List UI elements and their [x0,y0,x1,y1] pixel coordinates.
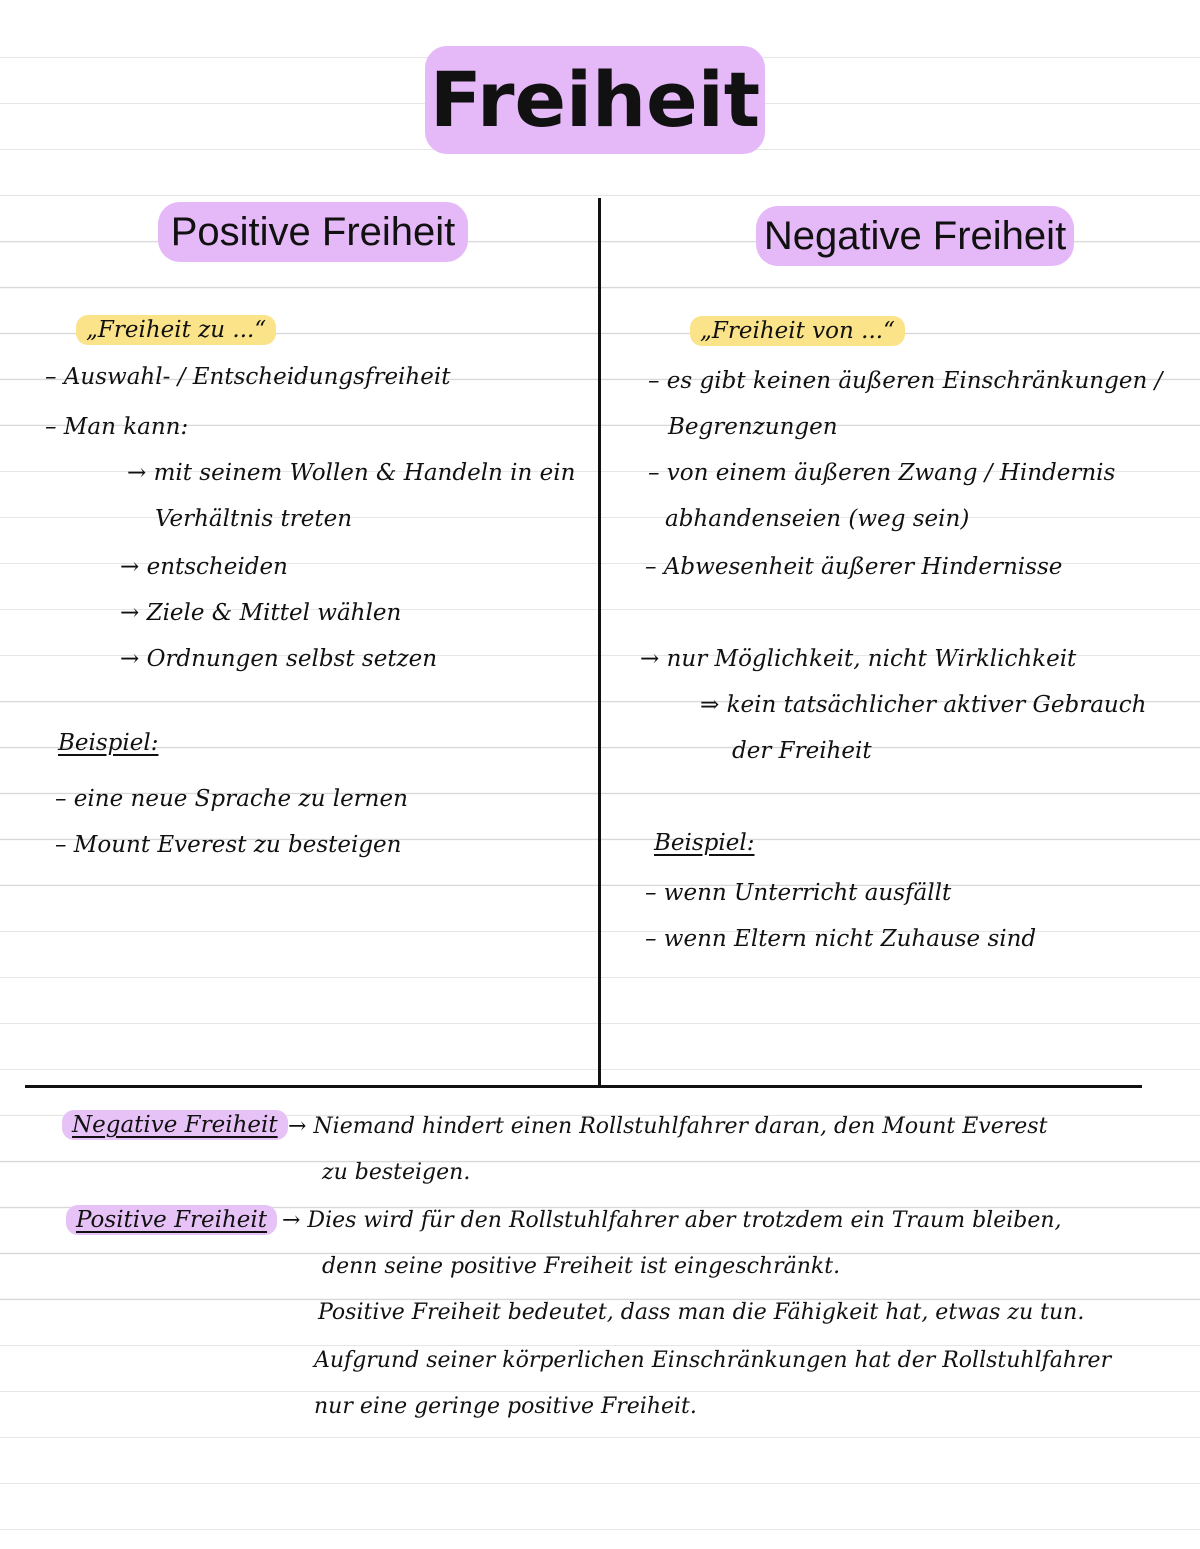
conclusion-line: ⇒ kein tatsächlicher aktiver Gebrauch [700,692,1147,718]
list-item: – von einem äußeren Zwang / Hindernis [648,460,1116,486]
list-item: Begrenzungen [668,414,838,440]
page-title: Freiheit [425,46,765,154]
section-divider [25,1085,1142,1088]
negative-quote-line [690,316,905,346]
list-item: – es gibt keinen äußeren Einschränkungen / [648,368,1163,394]
list-item: – Man kann: [45,414,189,440]
negative-example-label: Beispiel: [654,830,755,856]
bottom-negative-label: Negative Freiheit [62,1110,288,1140]
positive-quote-line [76,315,276,345]
bottom-text-line: → Niemand hindert einen Rollstuhlfahrer daran, den Mount Everest [288,1114,1048,1139]
bottom-text-line: Positive Freiheit bedeutet, dass man die Fähigkeit hat, etwas zu tun. [318,1300,1085,1325]
example-item: – Mount Everest zu besteigen [55,832,402,858]
positive-heading: Positive Freiheit [158,202,468,262]
bottom-text-line: Aufgrund seiner körperlichen Einschränkungen hat der Rollstuhlfahrer [314,1348,1112,1373]
sub-item: → Ziele & Mittel wählen [120,600,402,626]
negative-quote: „Freiheit von ...“ [690,316,905,346]
list-item: – Auswahl- / Entscheidungsfreiheit [45,364,451,390]
list-item: – Abwesenheit äußerer Hindernisse [645,554,1063,580]
conclusion-line: der Freiheit [732,738,872,764]
positive-example-label: Beispiel: [58,730,159,756]
sub-item: Verhältnis treten [155,506,353,532]
example-item: – eine neue Sprache zu lernen [55,786,408,812]
bottom-positive-label: Positive Freiheit [66,1205,277,1235]
negative-heading: Negative Freiheit [756,206,1074,266]
sub-item: → entscheiden [120,554,288,580]
bottom-negative-label-wrap [62,1110,288,1140]
list-item: abhandenseien (weg sein) [665,506,970,532]
bottom-positive-label-wrap [66,1205,277,1235]
conclusion-line: → nur Möglichkeit, nicht Wirklichkeit [640,646,1077,672]
bottom-text-line: zu besteigen. [322,1160,471,1185]
bottom-text-line: nur eine geringe positive Freiheit. [314,1394,697,1419]
bottom-text-line: → Dies wird für den Rollstuhlfahrer aber trotzdem ein Traum bleiben, [282,1208,1062,1233]
column-divider [598,198,601,1088]
example-item: – wenn Eltern nicht Zuhause sind [645,926,1037,952]
sub-item: → mit seinem Wollen & Handeln in ein [127,460,576,486]
sub-item: → Ordnungen selbst setzen [120,646,438,672]
positive-quote: „Freiheit zu ...“ [76,315,276,345]
bottom-text-line: denn seine positive Freiheit ist eingeschränkt. [322,1254,841,1279]
example-item: – wenn Unterricht ausfällt [645,880,952,906]
